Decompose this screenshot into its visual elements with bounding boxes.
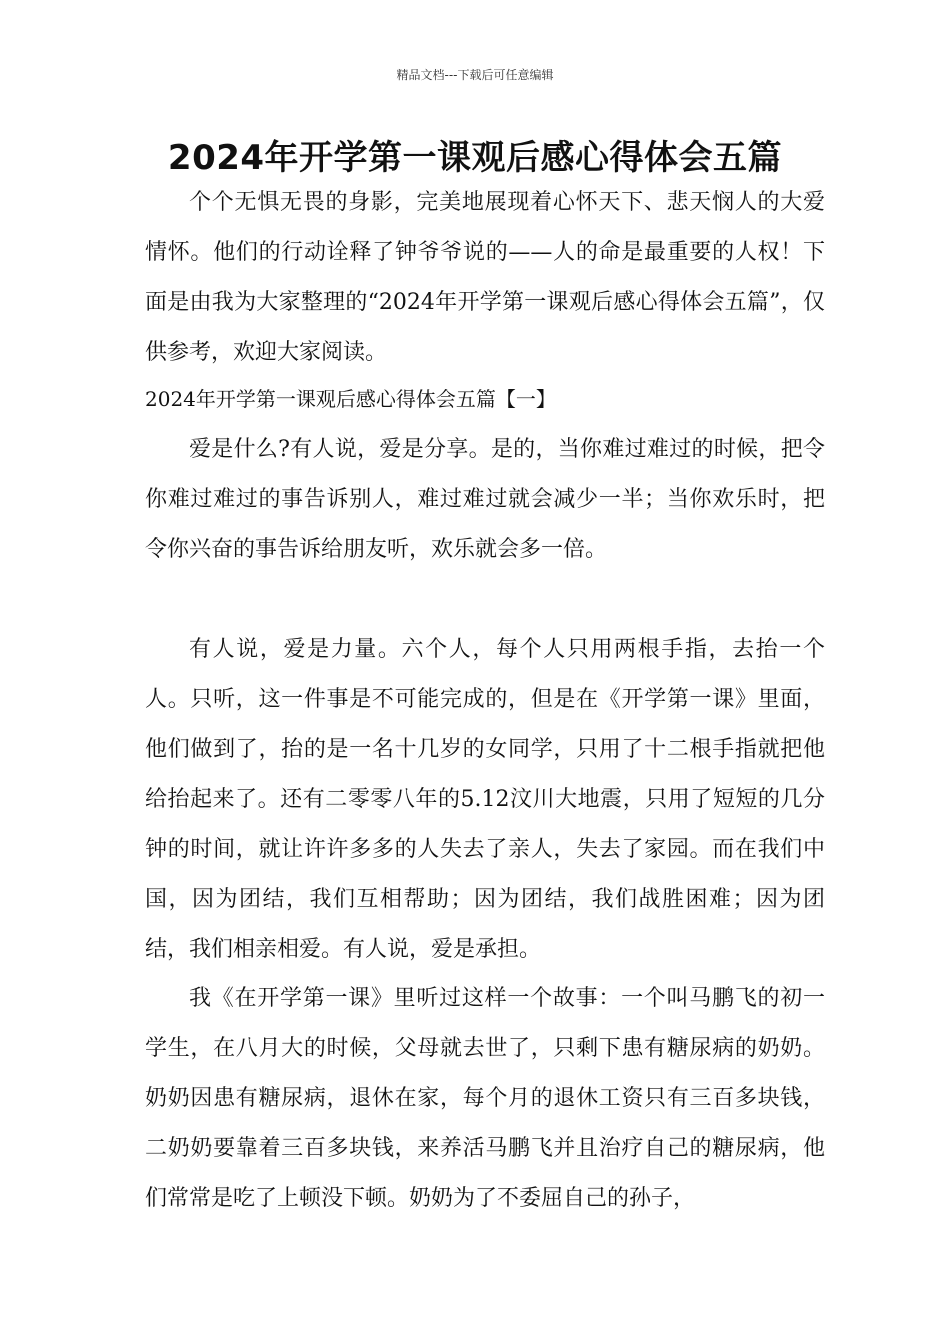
page-header-watermark: 精品文档---下载后可任意编辑 bbox=[396, 68, 554, 82]
section-heading-1: 2024年开学第一课观后感心得体会五篇【一】 bbox=[145, 387, 556, 411]
intro-paragraph: 个个无惧无畏的身影，完美地展现着心怀天下、悲天悯人的大爱情怀。他们的行动诠释了钟爷爷说的——人的命是最重要的人权！下面是由我为大家整理的“2024年开学第一课观后感心得体会五篇”，仅供参考，欢迎大家阅读。 bbox=[145, 190, 825, 365]
document-title: 2024年开学第一课观后感心得体会五篇 bbox=[167, 138, 783, 178]
body-paragraph-2: 有人说，爱是力量。六个人，每个人只用两根手指，去抬一个人。只听，这一件事是不可能完成的，但是在《开学第一课》里面，他们做到了，抬的是一名十几岁的女同学，只用了十二根手指就把他给抬起来了。还有二零零八年的5.12汶川大地震，只用了短短的几分钟的时间，就让许许多多的人失去了亲人，失去了家园。而在我们中国，因为团结，我们互相帮助；因为团结，我们战胜困难；因为团结，我们相亲相爱。有人说，爱是承担。 bbox=[145, 637, 825, 962]
body-paragraph-3: 我《在开学第一课》里听过这样一个故事：一个叫马鹏飞的初一学生，在八月大的时候，父母就去世了，只剩下患有糖尿病的奶奶。奶奶因患有糖尿病，退休在家，每个月的退休工资只有三百多块钱，二奶奶要靠着三百多块钱，来养活马鹏飞并且治疗自己的糖尿病，他们常常是吃了上顿没下顿。奶奶为了不委屈自己的孙子， bbox=[145, 986, 825, 1211]
body-paragraph-1: 爱是什么?有人说，爱是分享。是的，当你难过难过的时候，把令你难过难过的事告诉别人，难过难过就会减少一半；当你欢乐时，把令你兴奋的事告诉给朋友听，欢乐就会多一倍。 bbox=[145, 437, 825, 562]
